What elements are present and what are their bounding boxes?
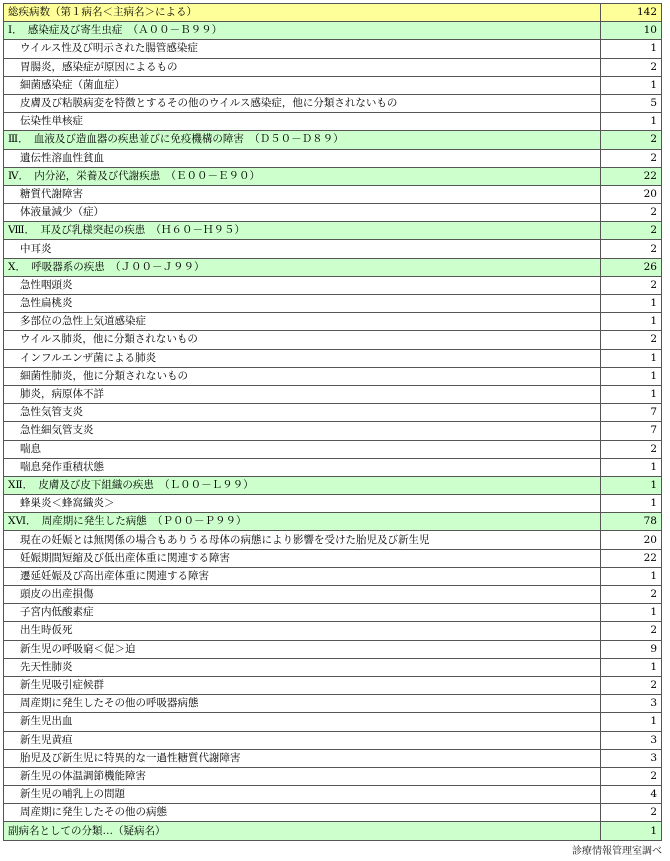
- item-row: [4, 549, 662, 567]
- item-row: [4, 295, 662, 313]
- item-row-label: 皮膚及び粘膜病変を特徴とするその他のウイルス感染症，他に分類されないもの: [4, 94, 601, 112]
- item-row-count: 2: [601, 240, 662, 258]
- item-row: [4, 367, 662, 385]
- item-row-label: ウイルス性及び明示された腸管感染症: [4, 40, 601, 58]
- item-row-label: 周産期に発生したその他の病態: [4, 804, 601, 822]
- item-row-count: 1: [601, 40, 662, 58]
- category-row-count: 26: [601, 258, 662, 276]
- item-row: [4, 313, 662, 331]
- item-row: [4, 658, 662, 676]
- sub-diagnosis-row-count: 1: [601, 822, 662, 840]
- category-row-label: ⅩⅥ． 周産期に発生した病態 （Ｐ００－Ｐ９９）: [4, 513, 601, 531]
- item-row: [4, 676, 662, 694]
- item-row-count: 20: [601, 531, 662, 549]
- item-row-count: 1: [601, 604, 662, 622]
- item-row-label: 伝染性単核症: [4, 113, 601, 131]
- item-row-label: 新生児出血: [4, 713, 601, 731]
- item-row-label: 新生児黄疸: [4, 731, 601, 749]
- item-row: [4, 495, 662, 513]
- item-row-count: 1: [601, 295, 662, 313]
- item-row-count: 2: [601, 586, 662, 604]
- category-row-count: 1: [601, 476, 662, 494]
- item-row: [4, 767, 662, 785]
- item-row: [4, 731, 662, 749]
- item-row: [4, 40, 662, 58]
- item-row-count: 1: [601, 76, 662, 94]
- item-row: [4, 749, 662, 767]
- item-row-count: 2: [601, 276, 662, 294]
- item-row-label: 急性扁桃炎: [4, 295, 601, 313]
- item-row-count: 1: [601, 458, 662, 476]
- category-row-label: Ⅷ． 耳及び乳様突起の疾患 （Ｈ６０－Ｈ９５）: [4, 222, 601, 240]
- category-row: [4, 131, 662, 149]
- total-label: 総疾病数（第１病名＜主病名＞による）: [4, 4, 601, 22]
- item-row-label: 新生児の呼吸窮＜促＞迫: [4, 640, 601, 658]
- category-row: [4, 258, 662, 276]
- category-row-count: 22: [601, 167, 662, 185]
- sub-diagnosis-row: [4, 822, 662, 840]
- item-row-count: 3: [601, 731, 662, 749]
- footer-note: 診療情報管理室調べ: [572, 846, 662, 857]
- item-row-count: 2: [601, 331, 662, 349]
- item-row-count: 1: [601, 313, 662, 331]
- item-row-label: 急性細気管支炎: [4, 422, 601, 440]
- item-row-label: 遷延妊娠及び高出産体重に関連する障害: [4, 567, 601, 585]
- item-row-count: 2: [601, 767, 662, 785]
- item-row-label: 胃腸炎，感染症が原因によるもの: [4, 58, 601, 76]
- item-row: [4, 94, 662, 112]
- item-row-count: 7: [601, 404, 662, 422]
- item-row-label: 喘息発作重積状態: [4, 458, 601, 476]
- category-row: [4, 476, 662, 494]
- table-body: [4, 4, 662, 841]
- item-row-label: 蜂巣炎＜蜂窩織炎＞: [4, 495, 601, 513]
- item-row-count: 2: [601, 149, 662, 167]
- item-row: [4, 604, 662, 622]
- item-row-label: 頭皮の出産損傷: [4, 586, 601, 604]
- category-row-label: ⅩⅡ． 皮膚及び皮下組織の疾患 （Ｌ００－Ｌ９９）: [4, 476, 601, 494]
- item-row: [4, 622, 662, 640]
- category-row-count: 78: [601, 513, 662, 531]
- sub-diagnosis-row-label: 副病名としての分類…（疑病名）: [4, 822, 601, 840]
- item-row-label: 現在の妊娠とは無関係の場合もありうる母体の病態により影響を受けた胎児及び新生児: [4, 531, 601, 549]
- item-row: [4, 204, 662, 222]
- item-row: [4, 76, 662, 94]
- item-row-count: 1: [601, 495, 662, 513]
- item-row-count: 2: [601, 804, 662, 822]
- category-row-count: 2: [601, 222, 662, 240]
- item-row: [4, 349, 662, 367]
- item-row-label: 細菌感染症（菌血症）: [4, 76, 601, 94]
- item-row: [4, 586, 662, 604]
- item-row-label: 先天性肺炎: [4, 658, 601, 676]
- item-row-label: 急性気管支炎: [4, 404, 601, 422]
- item-row-label: 新生児の哺乳上の問題: [4, 786, 601, 804]
- item-row: [4, 786, 662, 804]
- total-row: [4, 4, 662, 22]
- item-row: [4, 531, 662, 549]
- item-row-label: インフルエンザ菌による肺炎: [4, 349, 601, 367]
- item-row-count: 1: [601, 713, 662, 731]
- category-row: [4, 167, 662, 185]
- item-row-count: 1: [601, 367, 662, 385]
- item-row-count: 2: [601, 58, 662, 76]
- total-count: 142: [601, 4, 662, 22]
- item-row: [4, 804, 662, 822]
- item-row-label: 新生児の体温調節機能障害: [4, 767, 601, 785]
- item-row-label: 体液量減少（症）: [4, 204, 601, 222]
- item-row: [4, 713, 662, 731]
- item-row-count: 3: [601, 695, 662, 713]
- item-row-count: 2: [601, 622, 662, 640]
- item-row: [4, 185, 662, 203]
- item-row-label: 多部位の急性上気道感染症: [4, 313, 601, 331]
- item-row-count: 1: [601, 349, 662, 367]
- category-row-count: 2: [601, 131, 662, 149]
- item-row: [4, 385, 662, 403]
- item-row-count: 2: [601, 204, 662, 222]
- item-row-count: 3: [601, 749, 662, 767]
- item-row: [4, 240, 662, 258]
- category-row-label: Ⅹ． 呼吸器系の疾患 （Ｊ００－Ｊ９９）: [4, 258, 601, 276]
- item-row: [4, 695, 662, 713]
- item-row-count: 2: [601, 440, 662, 458]
- item-row-label: 胎児及び新生児に特異的な一過性糖質代謝障害: [4, 749, 601, 767]
- category-row: [4, 222, 662, 240]
- item-row-count: 1: [601, 567, 662, 585]
- category-row-count: 10: [601, 22, 662, 40]
- item-row: [4, 567, 662, 585]
- item-row-label: 肺炎，病原体不詳: [4, 385, 601, 403]
- item-row: [4, 440, 662, 458]
- item-row: [4, 458, 662, 476]
- item-row: [4, 422, 662, 440]
- item-row-count: 22: [601, 549, 662, 567]
- item-row-label: 周産期に発生したその他の呼吸器病態: [4, 695, 601, 713]
- item-row: [4, 331, 662, 349]
- item-row-label: 急性咽頭炎: [4, 276, 601, 294]
- item-row: [4, 640, 662, 658]
- item-row: [4, 149, 662, 167]
- item-row-label: 新生児吸引症候群: [4, 676, 601, 694]
- item-row-count: 1: [601, 658, 662, 676]
- item-row-count: 7: [601, 422, 662, 440]
- item-row-label: 妊娠期間短縮及び低出産体重に関連する障害: [4, 549, 601, 567]
- category-row-label: Ⅰ． 感染症及び寄生虫症 （Ａ００－Ｂ９９）: [4, 22, 601, 40]
- item-row-label: 遺伝性溶血性貧血: [4, 149, 601, 167]
- category-row: [4, 22, 662, 40]
- item-row-count: 4: [601, 786, 662, 804]
- item-row-count: 20: [601, 185, 662, 203]
- category-row-label: Ⅲ． 血液及び造血器の疾患並びに免疫機構の障害 （Ｄ５０－Ｄ８９）: [4, 131, 601, 149]
- category-row: [4, 513, 662, 531]
- item-row-count: 9: [601, 640, 662, 658]
- item-row: [4, 276, 662, 294]
- item-row: [4, 58, 662, 76]
- item-row-label: 中耳炎: [4, 240, 601, 258]
- item-row: [4, 113, 662, 131]
- item-row-label: 糖質代謝障害: [4, 185, 601, 203]
- item-row-count: 5: [601, 94, 662, 112]
- item-row-label: 子宮内低酸素症: [4, 604, 601, 622]
- item-row: [4, 404, 662, 422]
- item-row-count: 1: [601, 113, 662, 131]
- item-row-label: 出生時仮死: [4, 622, 601, 640]
- item-row-label: 喘息: [4, 440, 601, 458]
- item-row-count: 2: [601, 676, 662, 694]
- disease-count-table: [3, 3, 662, 841]
- category-row-label: Ⅳ． 内分泌，栄養及び代謝疾患 （Ｅ００－Ｅ９０）: [4, 167, 601, 185]
- item-row-label: ウイルス肺炎，他に分類されないもの: [4, 331, 601, 349]
- item-row-count: 1: [601, 385, 662, 403]
- item-row-label: 細菌性肺炎，他に分類されないもの: [4, 367, 601, 385]
